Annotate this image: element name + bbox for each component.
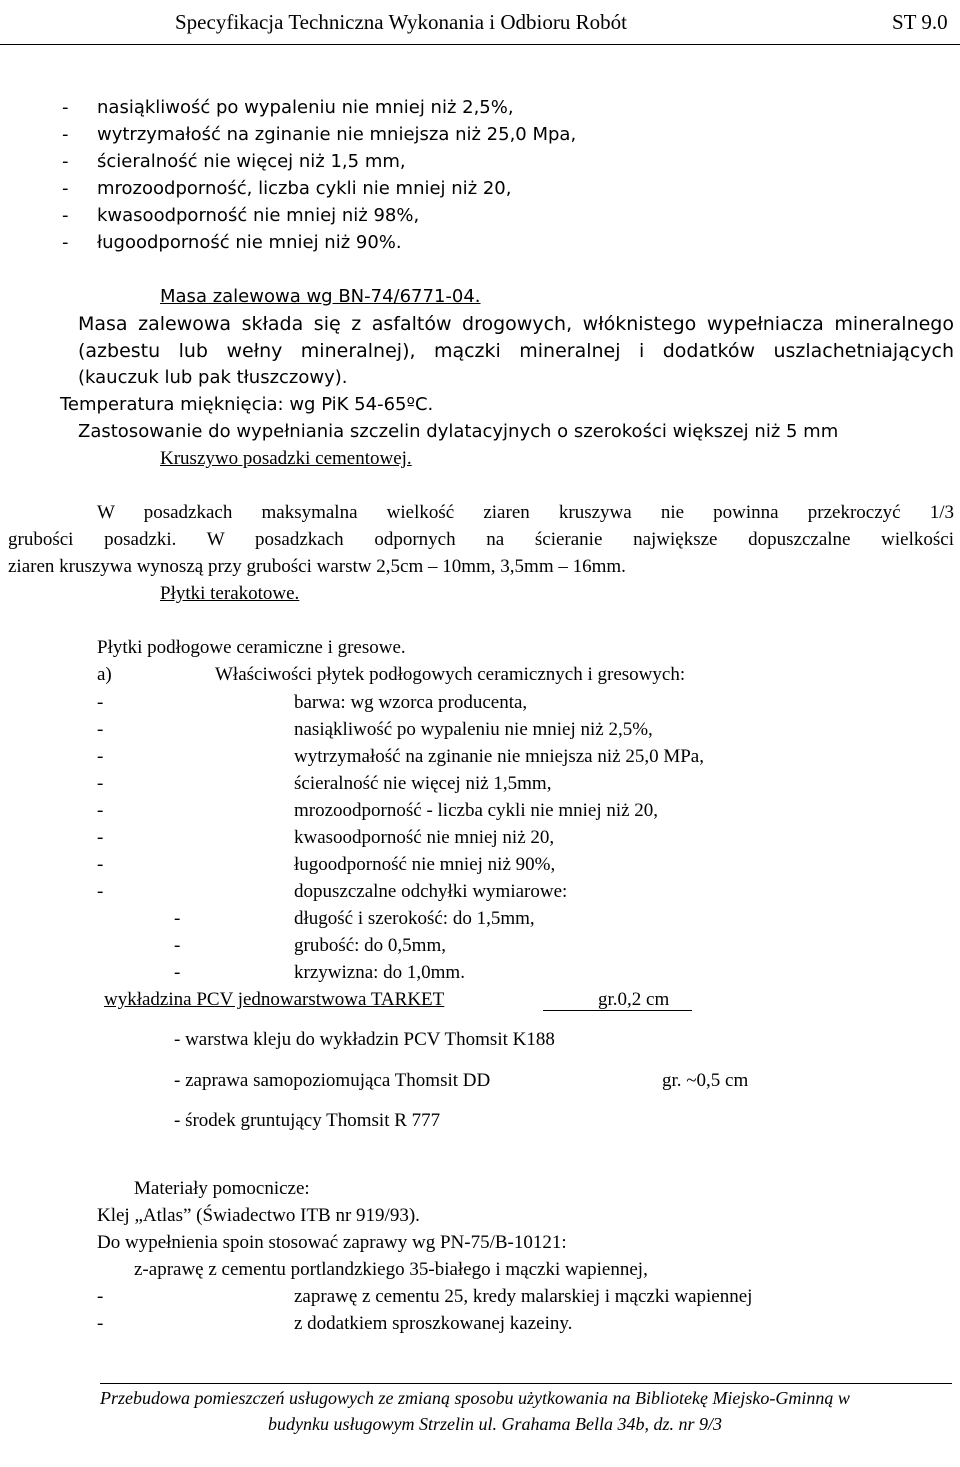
list-dash: - <box>62 97 69 118</box>
layer-text: - warstwa kleju do wykładzin PCV Thomsit K188 <box>174 1029 555 1050</box>
glue-line: Klej „Atlas” (Świadectwo ITB nr 919/93). <box>97 1205 420 1226</box>
list-dash: - <box>97 827 104 848</box>
list-item: wytrzymałość na zginanie nie mniejsza niż 25,0 MPa, <box>294 746 704 767</box>
mortar-line: z-aprawę z cementu portlandzkiego 35-białego i mączki wapiennej, <box>134 1259 648 1280</box>
mortar-line: zaprawę z cementu 25, kredy malarskiej i mączki wapiennej <box>294 1286 753 1307</box>
list-dash: - <box>97 746 104 767</box>
section-heading-masa: Masa zalewowa wg BN-74/6771-04. <box>160 286 481 307</box>
list-dash: - <box>97 1286 104 1307</box>
section-heading-plytki: Płytki terakotowe. <box>160 583 300 604</box>
list-dash: - <box>62 205 69 226</box>
footer-divider <box>100 1383 952 1384</box>
list-item: grubość: do 0,5mm, <box>294 935 446 956</box>
layer-thickness: gr. ~0,5 cm <box>662 1070 749 1091</box>
list-item: nasiąkliwość po wypaleniu nie mniej niż 2,5%, <box>294 719 653 740</box>
paragraph-line: W posadzkach maksymalna wielkość ziaren kruszywa nie powinna przekroczyć 1/3 <box>97 502 954 523</box>
list-dash: - <box>62 124 69 145</box>
list-item: mrozoodporność - liczba cykli nie mniej niż 20, <box>294 800 659 821</box>
mortar-line: z dodatkiem sproszkowanej kazeiny. <box>294 1313 573 1334</box>
application-line: Zastosowanie do wypełniania szczelin dylatacyjnych o szerokości większej niż 5 mm <box>78 421 839 442</box>
layer-text: - zaprawa samopoziomująca Thomsit DD <box>174 1070 491 1091</box>
temperature-line: Temperatura mięknięcia: wg PiK 54-65ºC. <box>60 394 434 415</box>
list-item: długość i szerokość: do 1,5mm, <box>294 908 535 929</box>
list-item: nasiąkliwość po wypaleniu nie mniej niż 2,5%, <box>97 97 514 118</box>
list-dash: - <box>97 1313 104 1334</box>
list-item: barwa: wg wzorca producenta, <box>294 692 528 713</box>
flooring-name: wykładzina PCV jednowarstwowa TARKET <box>104 989 445 1010</box>
paragraph-line: Masa zalewowa składa się z asfaltów drogowych, włóknistego wypełniacza mineralnego <box>78 313 954 335</box>
item-label: Właściwości płytek podłogowych ceramicznych i gresowych: <box>215 664 686 685</box>
list-dash: - <box>174 962 181 983</box>
list-item: wytrzymałość na zginanie nie mniejsza niż 25,0 Mpa, <box>97 124 577 145</box>
list-dash: - <box>174 908 181 929</box>
paragraph-line: (kauczuk lub pak tłuszczowy). <box>78 367 348 388</box>
paragraph-line: (azbestu lub wełny mineralnej), mączki mineralnej i dodatków uszlachetniających <box>78 340 954 362</box>
list-dash: - <box>62 232 69 253</box>
list-item: ługoodporność nie mniej niż 90%. <box>97 232 402 253</box>
list-item: mrozoodporność, liczba cykli nie mniej niż 20, <box>97 178 512 199</box>
list-item: ługoodporność nie mniej niż 90%, <box>294 854 556 875</box>
subheading-plytki: Płytki podłogowe ceramiczne i gresowe. <box>97 637 406 658</box>
list-item: krzywizna: do 1,0mm. <box>294 962 465 983</box>
list-dash: - <box>97 719 104 740</box>
footer-line: Przebudowa pomieszczeń usługowych ze zmianą sposobu użytkowania na Bibliotekę Miejsko-Gminną w <box>100 1388 850 1408</box>
paragraph-line: ziaren kruszywa wynoszą przy grubości warstw 2,5cm – 10mm, 3,5mm – 16mm. <box>8 556 626 577</box>
paragraph-line: grubości posadzki. W posadzkach odpornych na ścieranie największe dopuszczalne wielkości <box>8 529 954 550</box>
list-dash: - <box>97 881 104 902</box>
list-dash: - <box>62 151 69 172</box>
header-code: ST 9.0 <box>892 10 948 34</box>
list-dash: - <box>97 692 104 713</box>
item-marker: a) <box>97 664 112 685</box>
section-heading-kruszywo: Kruszywo posadzki cementowej. <box>160 448 412 469</box>
materials-heading: Materiały pomocnicze: <box>134 1178 310 1199</box>
layer-text: - środek gruntujący Thomsit R 777 <box>174 1110 441 1131</box>
list-item: ścieralność nie więcej niż 1,5mm, <box>294 773 552 794</box>
list-item: kwasoodporność nie mniej niż 20, <box>294 827 555 848</box>
header-title: Specyfikacja Techniczna Wykonania i Odbioru Robót <box>175 10 627 34</box>
joints-line: Do wypełnienia spoin stosować zaprawy wg PN-75/B-10121: <box>97 1232 567 1253</box>
list-item: dopuszczalne odchyłki wymiarowe: <box>294 881 568 902</box>
list-dash: - <box>62 178 69 199</box>
list-dash: - <box>97 854 104 875</box>
list-item: ścieralność nie więcej niż 1,5 mm, <box>97 151 406 172</box>
flooring-thickness: gr.0,2 cm <box>598 989 670 1010</box>
list-dash: - <box>97 800 104 821</box>
header-divider <box>0 44 960 45</box>
footer-line: budynku usługowym Strzelin ul. Grahama Bella 34b, dz. nr 9/3 <box>268 1414 722 1434</box>
list-item: kwasoodporność nie mniej niż 98%, <box>97 205 420 226</box>
list-dash: - <box>174 935 181 956</box>
list-dash: - <box>97 773 104 794</box>
